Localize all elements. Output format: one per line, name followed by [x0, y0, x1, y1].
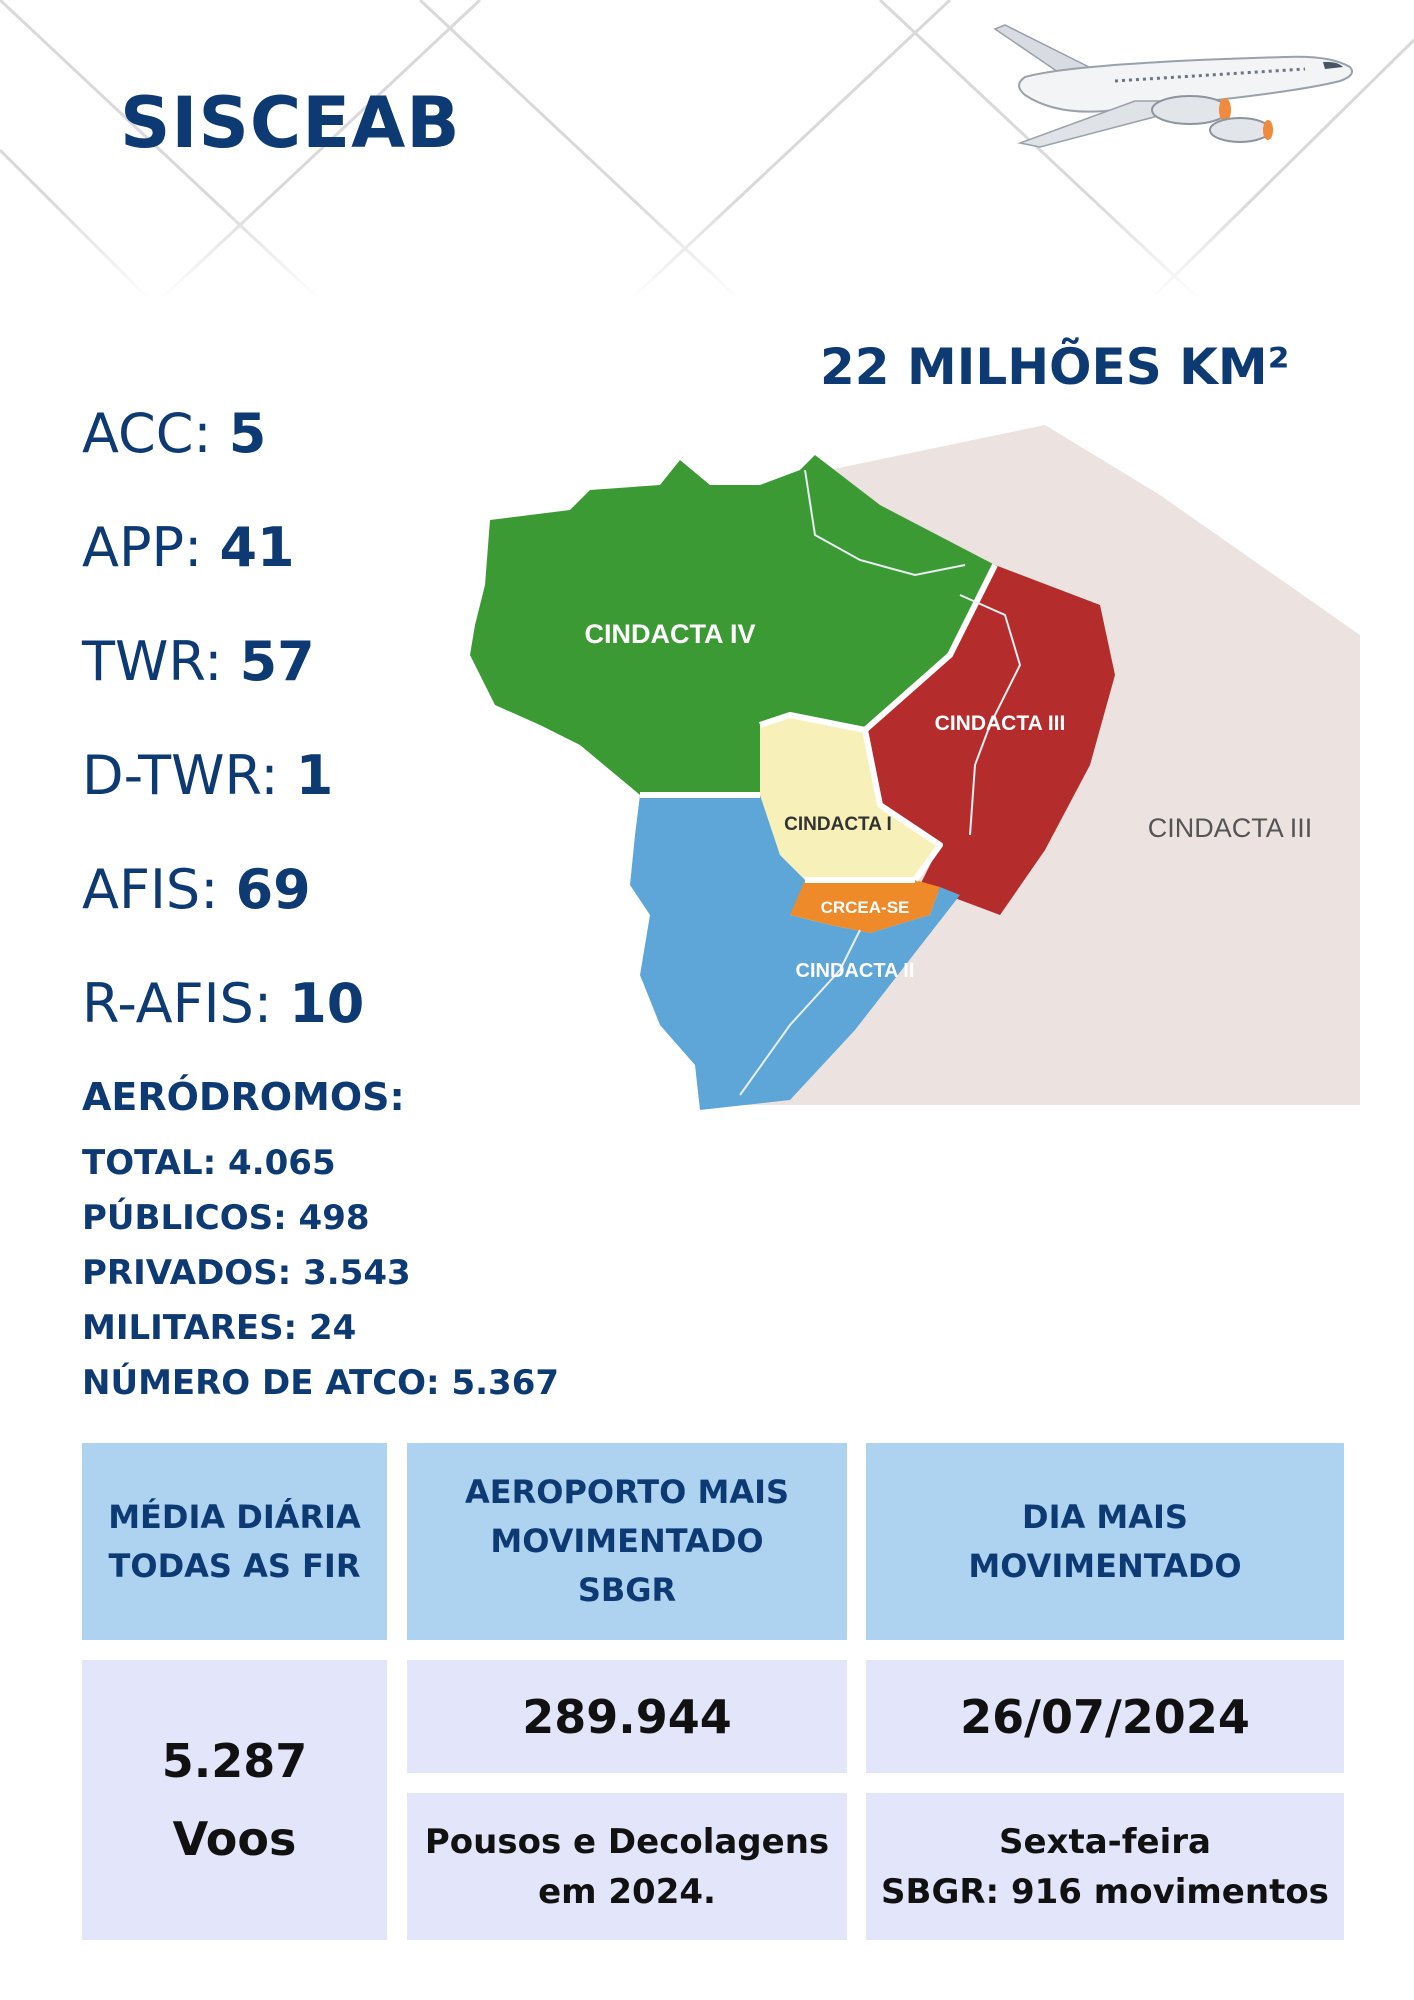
header-line: SBGR [577, 1571, 677, 1609]
stat-label: ACC: [82, 402, 229, 465]
header-line: MOVIMENTADO [490, 1522, 764, 1560]
stat-app [82, 516, 295, 579]
stat-label: TWR: [82, 630, 240, 693]
stat-d-twr [82, 744, 333, 807]
map-label-cindacta-i: CINDACTA I [784, 814, 892, 835]
note-line: Sexta-feira [998, 1821, 1211, 1862]
stat-afis [82, 858, 311, 921]
stat-label: APP: [82, 516, 220, 579]
table-cell-dia-note [866, 1793, 1344, 1940]
header-line: AEROPORTO MAIS [464, 1473, 790, 1511]
stat-value: 10 [289, 972, 365, 1035]
value-line: Voos [172, 1812, 297, 1866]
area-label: 22 MILHÕES KM² [820, 338, 1290, 396]
value-line: 5.287 [161, 1734, 308, 1788]
map-label-cindacta-iii-oceanic: CINDACTA III [1147, 813, 1313, 843]
table-cell-media-value [82, 1660, 387, 1940]
stat-label: AFIS: [82, 858, 236, 921]
stat-twr [82, 630, 315, 693]
stat-value: 69 [235, 858, 311, 921]
page-title: SISCEAB [120, 82, 461, 164]
note-line: Pousos e Decolagens [424, 1821, 830, 1862]
note-line: SBGR: 916 movimentos [881, 1871, 1329, 1912]
header-line: MOVIMENTADO [968, 1546, 1242, 1585]
aerodromos-militares: MILITARES: 24 [82, 1308, 357, 1348]
stat-label: D-TWR: [82, 744, 296, 807]
table-cell-dia-value: 26/07/2024 [866, 1660, 1344, 1773]
stat-value: 41 [219, 516, 295, 579]
stat-acc [82, 402, 266, 465]
table-cell-aeroporto-note [407, 1793, 847, 1940]
table-cell-aeroporto-value: 289.944 [407, 1660, 847, 1773]
header-line: MÉDIA DIÁRIA [108, 1497, 361, 1536]
airplane-icon [985, 15, 1370, 155]
note-line: em 2024. [538, 1871, 716, 1912]
stat-r-afis [82, 972, 364, 1035]
table-header-dia-mais [866, 1443, 1344, 1640]
table-header-media-diaria [82, 1443, 387, 1640]
stat-value: 1 [295, 744, 334, 807]
header-line: TODAS AS FIR [108, 1546, 361, 1585]
header-line: DIA MAIS [1022, 1497, 1188, 1536]
map-label-cindacta-ii: CINDACTA II [795, 960, 915, 982]
table-header-aeroporto [407, 1443, 847, 1640]
aerodromos-publicos: PÚBLICOS: 498 [82, 1198, 370, 1238]
aerodromos-privados: PRIVADOS: 3.543 [82, 1253, 411, 1293]
map-label-crcea-se: CRCEA-SE [820, 898, 910, 917]
stat-label: R-AFIS: [82, 972, 290, 1035]
aerodromos-title: AERÓDROMOS: [82, 1075, 405, 1119]
cindacta-region-map [460, 425, 1360, 1115]
stat-value: 5 [228, 402, 267, 465]
aerodromos-total: TOTAL: 4.065 [82, 1143, 336, 1183]
numero-atco: NÚMERO DE ATCO: 5.367 [82, 1363, 560, 1403]
stat-value: 57 [239, 630, 315, 693]
map-label-cindacta-iii-red: CINDACTA III [934, 712, 1066, 735]
map-label-cindacta-iv: CINDACTA IV [584, 619, 756, 649]
